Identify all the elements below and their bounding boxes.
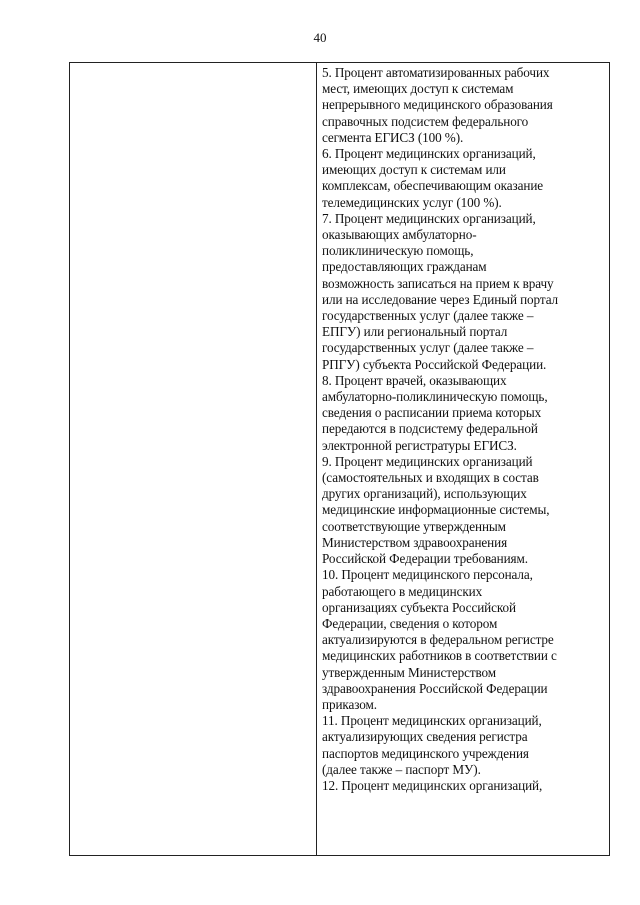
text-line: 8. Процент врачей, оказывающих — [322, 372, 507, 388]
text-line: Российской Федерации требованиям. — [322, 551, 528, 567]
text-line: передаются в подсистему федеральной — [322, 421, 538, 437]
text-line: медицинских работников в соответствии с — [322, 648, 557, 664]
text-line: актуализирующих сведения регистра — [322, 729, 528, 745]
text-line: (самостоятельных и входящих в состав — [322, 470, 539, 486]
text-line: поликлиническую помощь, — [322, 243, 474, 259]
text-line: оказывающих амбулаторно- — [322, 227, 477, 243]
text-line: возможность записаться на прием к врачу — [322, 275, 554, 291]
text-line: ЕПГУ) или региональный портал — [322, 324, 508, 340]
text-line: телемедицинских услуг (100 %). — [322, 194, 502, 210]
text-line: непрерывного медицинского образования — [322, 97, 553, 113]
text-line: здравоохранения Российской Федерации — [322, 680, 548, 696]
text-line: справочных подсистем федерального — [322, 113, 529, 129]
text-line: 11. Процент медицинских организаций, — [322, 713, 542, 729]
text-line: 7. Процент медицинских организаций, — [322, 210, 536, 226]
table-right-cell — [322, 65, 607, 855]
text-line: государственных услуг (далее также – — [322, 340, 534, 356]
text-line: 6. Процент медицинских организаций, — [322, 146, 536, 162]
text-line: утвержденным Министерством — [322, 664, 497, 680]
page-number: 40 — [313, 30, 327, 45]
text-line: сведения о расписании приема которых — [322, 405, 542, 421]
document-table — [69, 62, 610, 856]
text-line: Министерством здравоохранения — [322, 534, 508, 550]
text-line: 12. Процент медицинских организаций, — [322, 777, 543, 793]
table-left-cell — [70, 63, 317, 855]
text-line: Федерации, сведения о котором — [322, 615, 498, 631]
text-line: амбулаторно-поликлиническую помощь, — [322, 389, 548, 405]
text-line: РПГУ) субъекта Российской Федерации. — [322, 356, 547, 372]
text-line: 10. Процент медицинского персонала, — [322, 567, 533, 583]
text-line: других организаций), использующих — [322, 486, 527, 502]
text-line: предоставляющих гражданам — [322, 259, 487, 275]
text-line: (далее также – паспорт МУ). — [322, 761, 481, 777]
text-line: соответствующие утвержденным — [322, 518, 506, 534]
text-line: паспортов медицинского учреждения — [322, 745, 529, 761]
text-line: электронной регистратуры ЕГИСЗ. — [322, 437, 517, 453]
text-line: государственных услуг (далее также – — [322, 308, 534, 324]
text-line: работающего в медицинских — [322, 583, 483, 599]
text-line: приказом. — [322, 696, 377, 712]
text-line: имеющих доступ к системам или — [322, 162, 506, 178]
text-line: медицинские информационные системы, — [322, 502, 550, 518]
text-line: или на исследование через Единый портал — [322, 291, 559, 307]
text-line: сегмента ЕГИСЗ (100 %). — [322, 129, 464, 145]
text-line: мест, имеющих доступ к системам — [322, 81, 514, 97]
text-line: 5. Процент автоматизированных рабочих — [322, 65, 550, 80]
text-line: организациях субъекта Российской — [322, 599, 516, 615]
text-line: актуализируются в федеральном регистре — [322, 632, 554, 648]
text-line: 9. Процент медицинских организаций — [322, 453, 533, 469]
text-line: комплексам, обеспечивающим оказание — [322, 178, 544, 194]
